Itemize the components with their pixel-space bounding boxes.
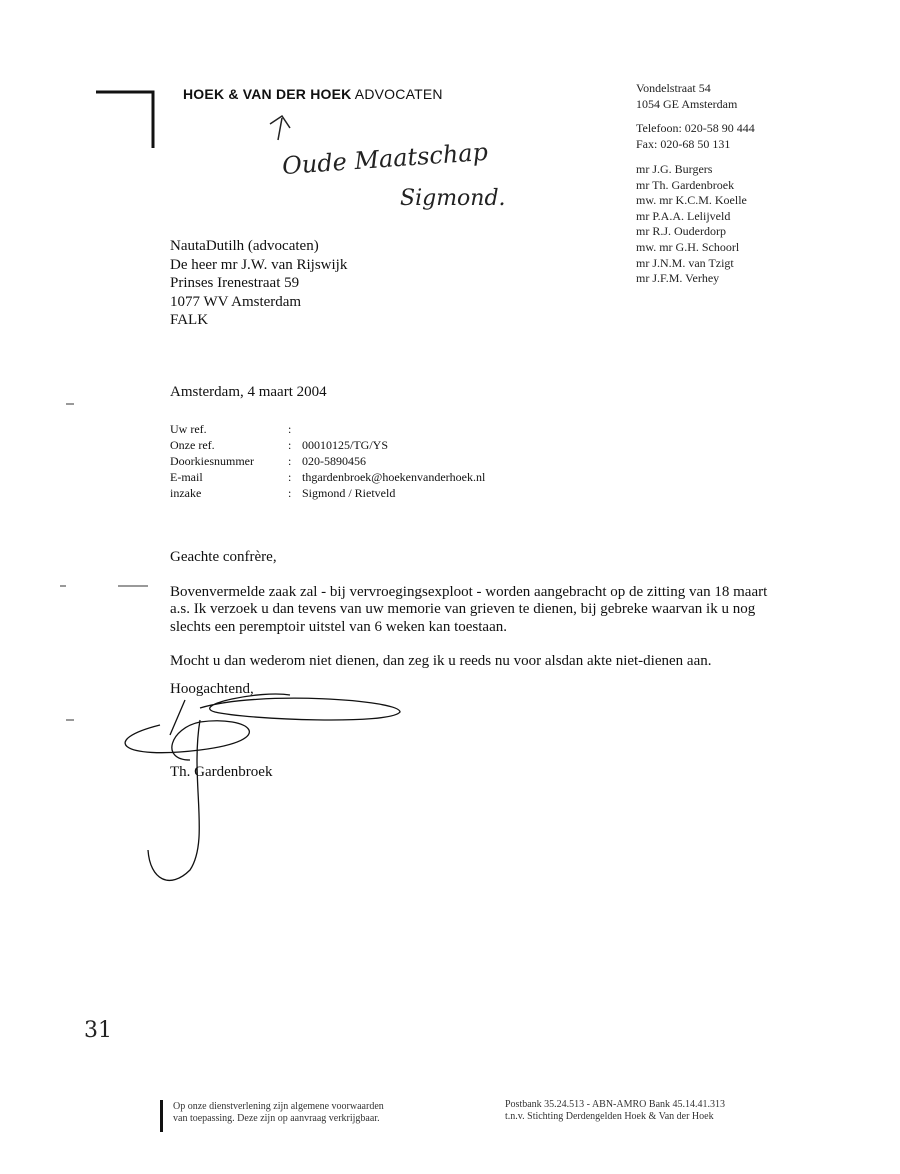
handwritten-note-1: Oude Maatschap <box>281 137 489 181</box>
letter-date: Amsterdam, 4 maart 2004 <box>170 384 327 400</box>
partner-list: mr J.G. Burgers mr Th. Gardenbroek mw. mr K.C.M. Koelle mr P.A.A. Lelijveld mr R.J. Ouderdorp mw. mr G.H. Schoorl mr J.N.M. van Tzigt mr J.F.M. Verhey <box>636 162 747 286</box>
signature <box>125 694 400 880</box>
recipient-address: NautaDutilh (advocaten) De heer mr J.W. van Rijswijk Prinses Irenestraat 59 1077 WV Amsterdam FALK <box>170 238 348 328</box>
corner-mark <box>96 92 153 148</box>
footer-bank: Postbank 35.24.513 - ABN-AMRO Bank 45.14.41.313 t.n.v. Stichting Derdengelden Hoek & Van der Hoek <box>505 1099 726 1122</box>
arrow-annotation-icon <box>270 116 290 140</box>
closing: Hoogachtend, <box>170 681 254 697</box>
firm-name: HOEK & VAN DER HOEK ADVOCATEN <box>183 86 443 102</box>
signatory-name: Th. Gardenbroek <box>170 764 273 780</box>
handwritten-page-number: 31 <box>84 1018 112 1043</box>
handwritten-note-2: Sigmond. <box>400 186 506 211</box>
paragraph-1: Bovenvermelde zaak zal - bij vervroegingsexploot - worden aangebracht op de zitting van 18 maart a.s. Ik verzoek u dan tevens van uw memorie van grieven te dienen, bij gebreke waarvan ik u nog slechts een peremptoir uitstel van 6 weken kan toestaan. <box>170 583 768 635</box>
footer-bar <box>160 1100 163 1132</box>
firm-address: Vondelstraat 54 1054 GE Amsterdam Telefoon: 020-58 90 444 Fax: 020-68 50 131 <box>636 81 755 151</box>
reference-block: Uw ref. : Onze ref. : 00010125/TG/YS Doorkiesnummer : 020-5890456 E-mail : thgardenbroek@hoekenvanderhoek.nl inzake : Sigmond / Rietveld <box>170 422 486 500</box>
paragraph-2: Mocht u dan wederom niet dienen, dan zeg ik u reeds nu voor alsdan akte niet-dienen aan. <box>170 653 712 669</box>
footer-terms: Op onze dienstverlening zijn algemene voorwaarden van toepassing. Deze zijn op aanvraag verkrijgbaar. <box>173 1101 384 1124</box>
letter-body <box>170 549 790 688</box>
salutation: Geachte confrère, <box>170 549 277 565</box>
